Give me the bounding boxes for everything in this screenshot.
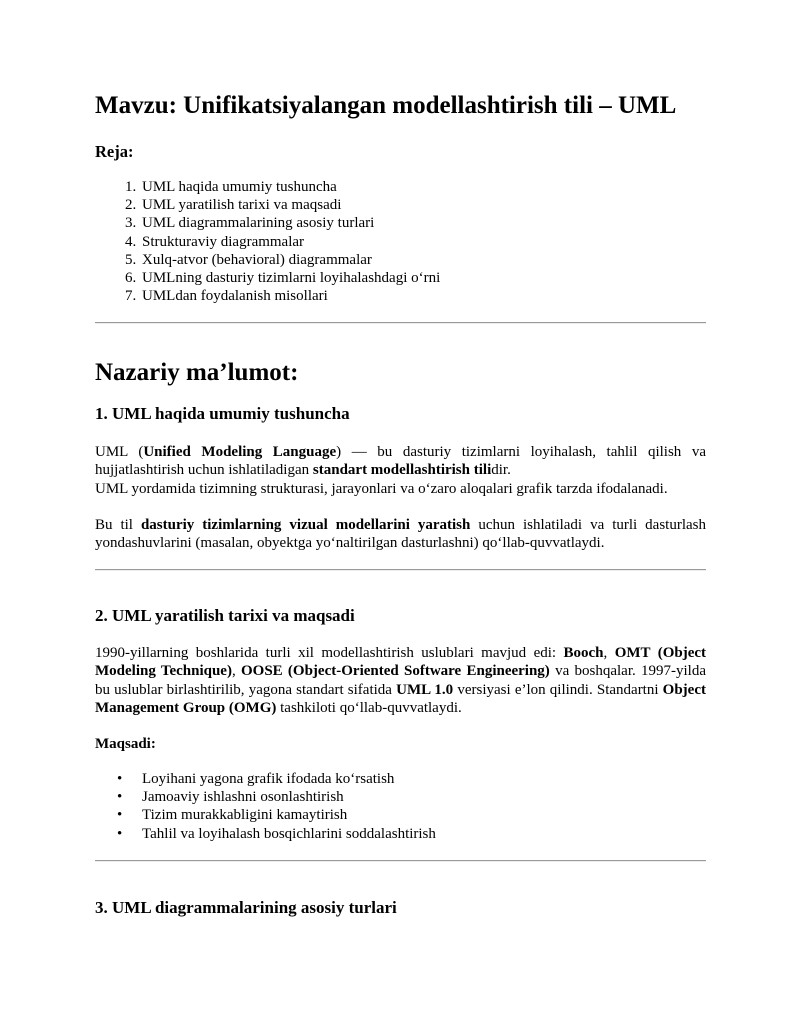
text-run: 1990-yillarning boshlarida turli xil modellashtirish uslublari mavjud edi: bbox=[95, 645, 564, 661]
section-3-heading: 3. UML diagrammalarining asosiy turlari bbox=[95, 898, 397, 917]
goal-item: • Jamoaviy ishlashni osonlashtirish bbox=[140, 788, 436, 806]
text-run: , bbox=[603, 645, 615, 661]
bold-text-run: UML 1.0 bbox=[396, 681, 454, 698]
section-1-heading: 1. UML haqida umumiy tushuncha bbox=[95, 404, 350, 423]
goals-heading: Maqsadi: bbox=[95, 736, 156, 752]
text-run: ) — bu dasturiy tizimlarni loyihalash, tahlil qilish va hujjatlashtirish uchun ishlatiladigan bbox=[95, 444, 706, 479]
goals-list bbox=[95, 770, 436, 843]
bold-text-run: OMT (Object Modeling Technique) bbox=[95, 645, 707, 680]
goal-item: • Tahlil va loyihalash bosqichlarini soddalashtirish bbox=[140, 825, 436, 843]
plan-list bbox=[95, 178, 440, 305]
text-run: , bbox=[231, 663, 241, 680]
page-title: Mavzu: Unifikatsiyalangan modellashtirish tili – UML bbox=[95, 92, 677, 119]
bold-text-run: OOSE (Object-Oriented Software Engineering) bbox=[240, 663, 550, 680]
divider bbox=[95, 860, 706, 862]
bold-text-run: Unified Modeling Language bbox=[143, 444, 337, 460]
section-1-paragraph-2 bbox=[95, 516, 706, 553]
plan-item: 1. UML haqida umumiy tushuncha bbox=[140, 178, 440, 196]
text-run: va boshqalar. 1997-yilda bu uslublar birlashtirilib, yagona standart sifatida bbox=[95, 663, 706, 698]
text-run: uchun ishlatiladi va turli dasturlash yondashuvlarini (masalan, obyektga yo‘naltirilgan dasturlashni) qo‘llab-quvvatlaydi. bbox=[95, 517, 706, 552]
plan-item: 6. UMLning dasturiy tizimlarni loyihalashdagi o‘rni bbox=[140, 269, 440, 287]
section-1-paragraph-1 bbox=[95, 443, 706, 498]
section-2-heading: 2. UML yaratilish tarixi va maqsadi bbox=[95, 606, 355, 625]
goal-item: • Tizim murakkabligini kamaytirish bbox=[140, 806, 436, 824]
text-run: dir. bbox=[491, 462, 511, 479]
text-run: tashkiloti qo‘llab-quvvatlaydi. bbox=[276, 699, 462, 716]
plan-item: 2. UML yaratilish tarixi va maqsadi bbox=[140, 196, 440, 214]
plan-item: 3. UML diagrammalarining asosiy turlari bbox=[140, 214, 440, 232]
bold-text-run: Object Management Group (OMG) bbox=[95, 681, 706, 716]
text-run: UML ( bbox=[95, 444, 144, 460]
text-run: Bu til bbox=[95, 517, 141, 533]
divider bbox=[95, 322, 706, 324]
text-run: UML yordamida tizimning strukturasi, jarayonlari va o‘zaro aloqalari grafik tarzda ifodalanadi. bbox=[95, 480, 668, 497]
section-2-paragraph-1 bbox=[95, 644, 706, 717]
plan-item: 4. Strukturaviy diagrammalar bbox=[140, 233, 440, 251]
bold-text-run: standart modellashtirish tili bbox=[312, 462, 492, 479]
plan-heading: Reja: bbox=[95, 142, 134, 161]
bold-text-run: dasturiy tizimlarning vizual modellarini yaratish bbox=[140, 517, 471, 533]
plan-item: 7. UMLdan foydalanish misollari bbox=[140, 287, 440, 305]
text-run: versiyasi e’lon qilindi. Standartni bbox=[453, 681, 663, 698]
divider bbox=[95, 569, 706, 571]
goal-item: • Loyihani yagona grafik ifodada ko‘rsatish bbox=[140, 770, 436, 788]
plan-item: 5. Xulq-atvor (behavioral) diagrammalar bbox=[140, 251, 440, 269]
theory-heading: Nazariy ma’lumot: bbox=[95, 359, 299, 386]
bold-text-run: Booch bbox=[563, 645, 604, 661]
